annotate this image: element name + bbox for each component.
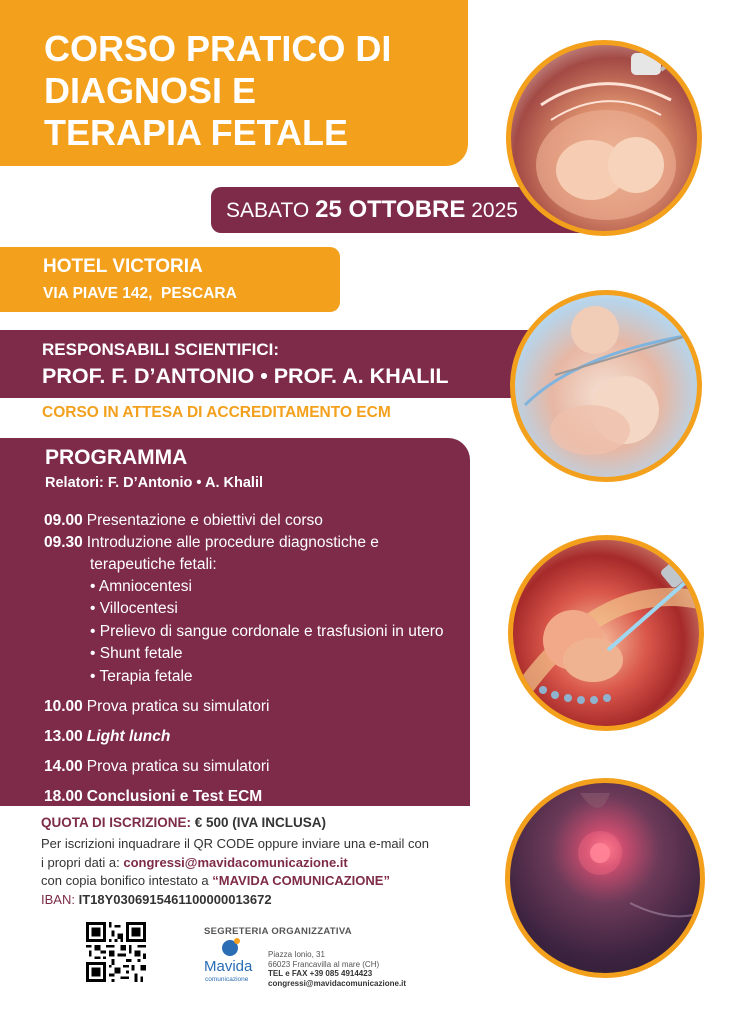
- program-desc-continued: terapeutiche fetali:: [90, 556, 217, 573]
- responsabili-names: PROF. F. D’ANTONIO • PROF. A. KHALIL: [42, 364, 449, 388]
- fetoscopy-illustration: [510, 290, 702, 482]
- registration-iban: [41, 891, 491, 910]
- program-bullet: • Villocentesi: [90, 600, 178, 618]
- mavida-logo-subtitle: comunicazione: [205, 976, 249, 983]
- event-date: [226, 196, 518, 224]
- fetus-illustration-icon: [511, 45, 697, 231]
- registration-company: “MAVIDA COMUNICAZIONE”: [212, 873, 390, 888]
- program-time: 10.00: [44, 698, 83, 716]
- registration-line-2: [41, 854, 491, 873]
- registration-line-3: [41, 872, 491, 891]
- program-item: [44, 786, 464, 808]
- fetoscope-view-image: [505, 778, 705, 978]
- fee-label: QUOTA DI ISCRIZIONE:: [41, 815, 191, 830]
- venue-address: VIA PIAVE 142, PESCARA: [43, 285, 237, 302]
- program-bullet: • Amniocentesi: [90, 578, 192, 595]
- date-daymonth: 25 OTTOBRE: [315, 196, 466, 223]
- title-line-3: TERAPIA FETALE: [44, 112, 348, 153]
- secretary-address-1: Piazza Ionio, 31: [268, 950, 325, 959]
- qr-code[interactable]: [86, 922, 146, 982]
- program-item: [44, 532, 464, 554]
- fetus-needle-icon: [513, 540, 699, 726]
- title-line-2: DIAGNOSI E: [44, 70, 257, 111]
- program-desc: Presentazione e obiettivi del corso: [86, 512, 323, 529]
- program-speakers: Relatori: F. D’Antonio • A. Khalil: [45, 475, 264, 491]
- intrauterine-procedure-illustration: [508, 535, 704, 731]
- fetus-ultrasound-illustration: [506, 40, 702, 236]
- ecm-accreditation-note: CORSO IN ATTESA DI ACCREDITAMENTO ECM: [42, 404, 391, 421]
- registration-line-3-prefix: con copia bonifico intestato a: [41, 873, 213, 888]
- title-line-1: CORSO PRATICO DI: [44, 28, 392, 69]
- registration-instructions: [41, 835, 491, 909]
- mavida-logo-dot-icon: [234, 938, 240, 944]
- course-title: [44, 28, 454, 154]
- program-bullet: • Terapia fetale: [90, 667, 193, 685]
- secretary-email-link[interactable]: congressi@mavidacomunicazione.it: [268, 978, 407, 988]
- mavida-logo-name: Mavida: [204, 958, 253, 975]
- program-time: 13.00: [44, 728, 83, 746]
- secretary-address-2: 66023 Francavilla al mare (CH): [268, 959, 380, 969]
- program-desc: Prova pratica su simulatori: [86, 698, 270, 716]
- secretary-label: SEGRETERIA ORGANIZZATIVA: [204, 926, 352, 937]
- program-item: [44, 726, 464, 748]
- program-item: [44, 696, 464, 718]
- program-desc: Conclusioni e Test ECM: [86, 788, 263, 806]
- program-title: PROGRAMMA: [45, 446, 188, 469]
- date-weekday: SABATO: [226, 199, 310, 222]
- program-item: [44, 510, 464, 532]
- program-bullet: • Prelievo di sangue cordonale e trasfusioni in utero: [90, 622, 444, 640]
- program-time: 09.30: [44, 534, 83, 551]
- secretary-telfax: TEL e FAX +39 085 4914423: [268, 969, 373, 978]
- program-time: 14.00: [44, 758, 83, 776]
- program-time: 09.00: [44, 512, 83, 529]
- responsabili-label: RESPONSABILI SCIENTIFICI:: [42, 340, 280, 359]
- iban-label: IBAN:: [41, 891, 79, 907]
- date-year: 2025: [471, 199, 518, 222]
- program-desc: Light lunch: [86, 728, 171, 746]
- program-time: 18.00: [44, 788, 83, 806]
- program-desc: Introduzione alle procedure diagnostiche e: [86, 534, 379, 551]
- registration-fee: [41, 815, 326, 830]
- registration-line-2-prefix: i propri dati a:: [41, 854, 124, 870]
- fee-value: € 500 (IVA INCLUSA): [194, 815, 327, 830]
- qr-code-icon: [86, 922, 146, 982]
- registration-email-link[interactable]: congressi@mavidacomunicazione.it: [123, 854, 348, 870]
- program-desc: Prova pratica su simulatori: [86, 758, 270, 776]
- iban-value: IT18Y0306915461100000013672: [78, 891, 272, 907]
- registration-line-1: Per iscrizioni inquadrare il QR CODE oppure inviare una e-mail con: [41, 836, 430, 851]
- secretary-contacts: [268, 950, 406, 988]
- program-list: [44, 510, 464, 808]
- endoscopic-view-icon: [510, 783, 700, 973]
- program-item: [44, 756, 464, 778]
- venue-name: HOTEL VICTORIA: [43, 256, 203, 277]
- twin-fetus-icon: [515, 295, 697, 477]
- program-bullet: • Shunt fetale: [90, 645, 183, 663]
